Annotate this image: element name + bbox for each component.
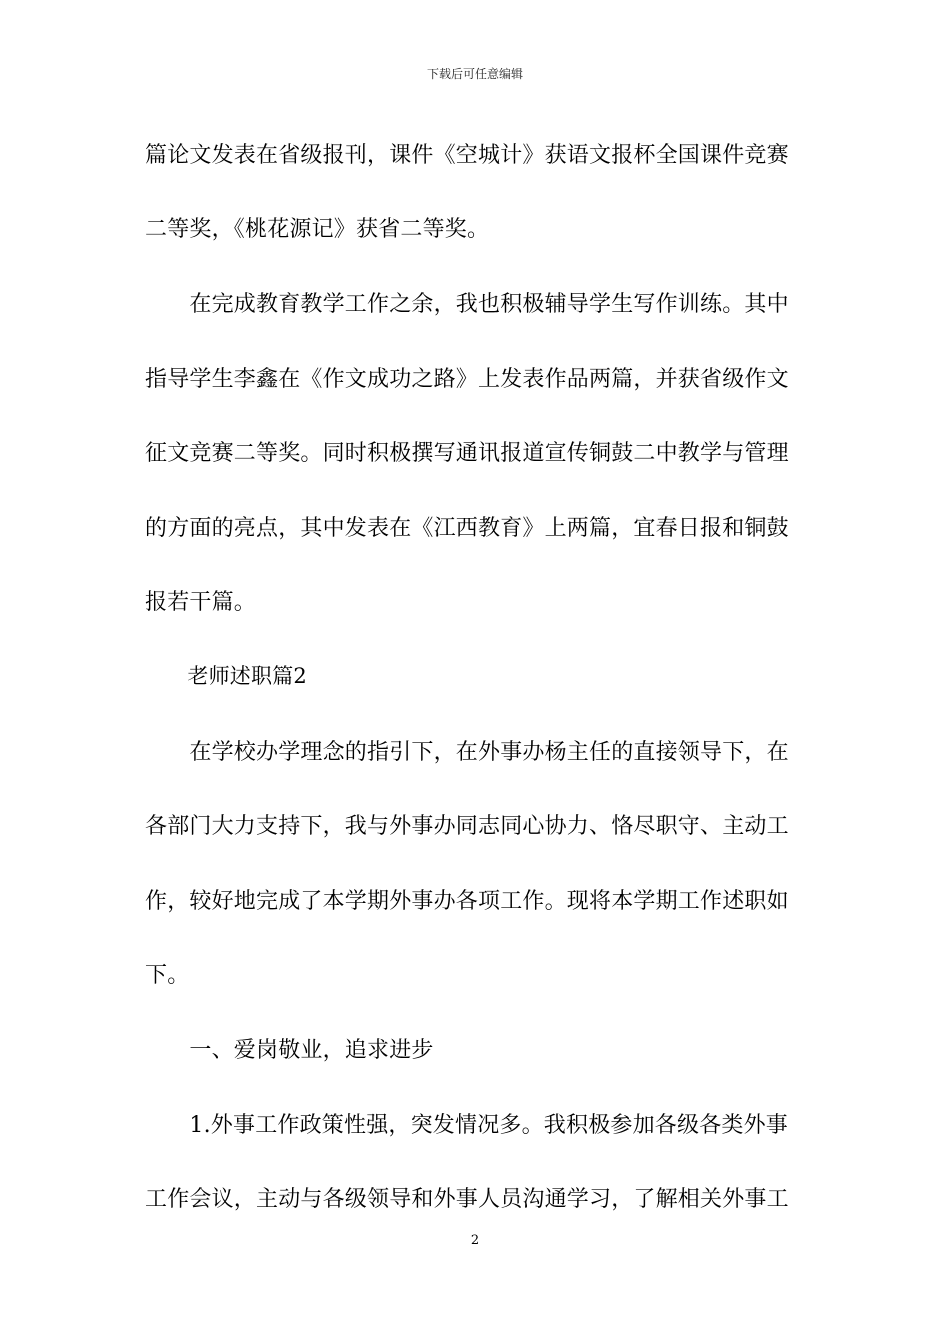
body-line: 1.外事工作政策性强，突发情况多。我积极参加各级各类外事	[145, 1113, 788, 1138]
body-line: 二等奖，《桃花源记》获省二等奖。	[145, 217, 490, 242]
body-line: 下。	[145, 963, 190, 988]
subsection-heading: 一、爱岗敬业，追求进步	[145, 1038, 434, 1063]
body-line: 各部门大力支持下，我与外事办同志同心协力、恪尽职守、主动工	[145, 814, 789, 839]
body-line: 的方面的亮点，其中发表在《江西教育》上两篇，宜春日报和铜鼓	[145, 516, 789, 541]
body-line: 征文竞赛二等奖。同时积极撰写通讯报道宣传铜鼓二中教学与管理	[145, 441, 789, 466]
body-line: 报若干篇。	[145, 590, 257, 615]
section-heading: 老师述职篇2	[145, 664, 307, 688]
body-line: 在完成教育教学工作之余，我也积极辅导学生写作训练。其中	[145, 292, 789, 317]
body-line: 篇论文发表在省级报刊，课件《空城计》获语文报杯全国课件竞赛	[145, 143, 789, 168]
body-line: 作，较好地完成了本学期外事办各项工作。现将本学期工作述职如	[145, 889, 789, 914]
page-number: 2	[470, 1233, 480, 1248]
body-line: 工作会议，主动与各级领导和外事人员沟通学习，了解相关外事工	[145, 1187, 789, 1212]
page-header: 下载后可任意编辑	[426, 67, 523, 81]
body-line: 在学校办学理念的指引下，在外事办杨主任的直接领导下，在	[145, 740, 789, 765]
body-line: 指导学生李鑫在《作文成功之路》上发表作品两篇，并获省级作文	[145, 367, 789, 392]
